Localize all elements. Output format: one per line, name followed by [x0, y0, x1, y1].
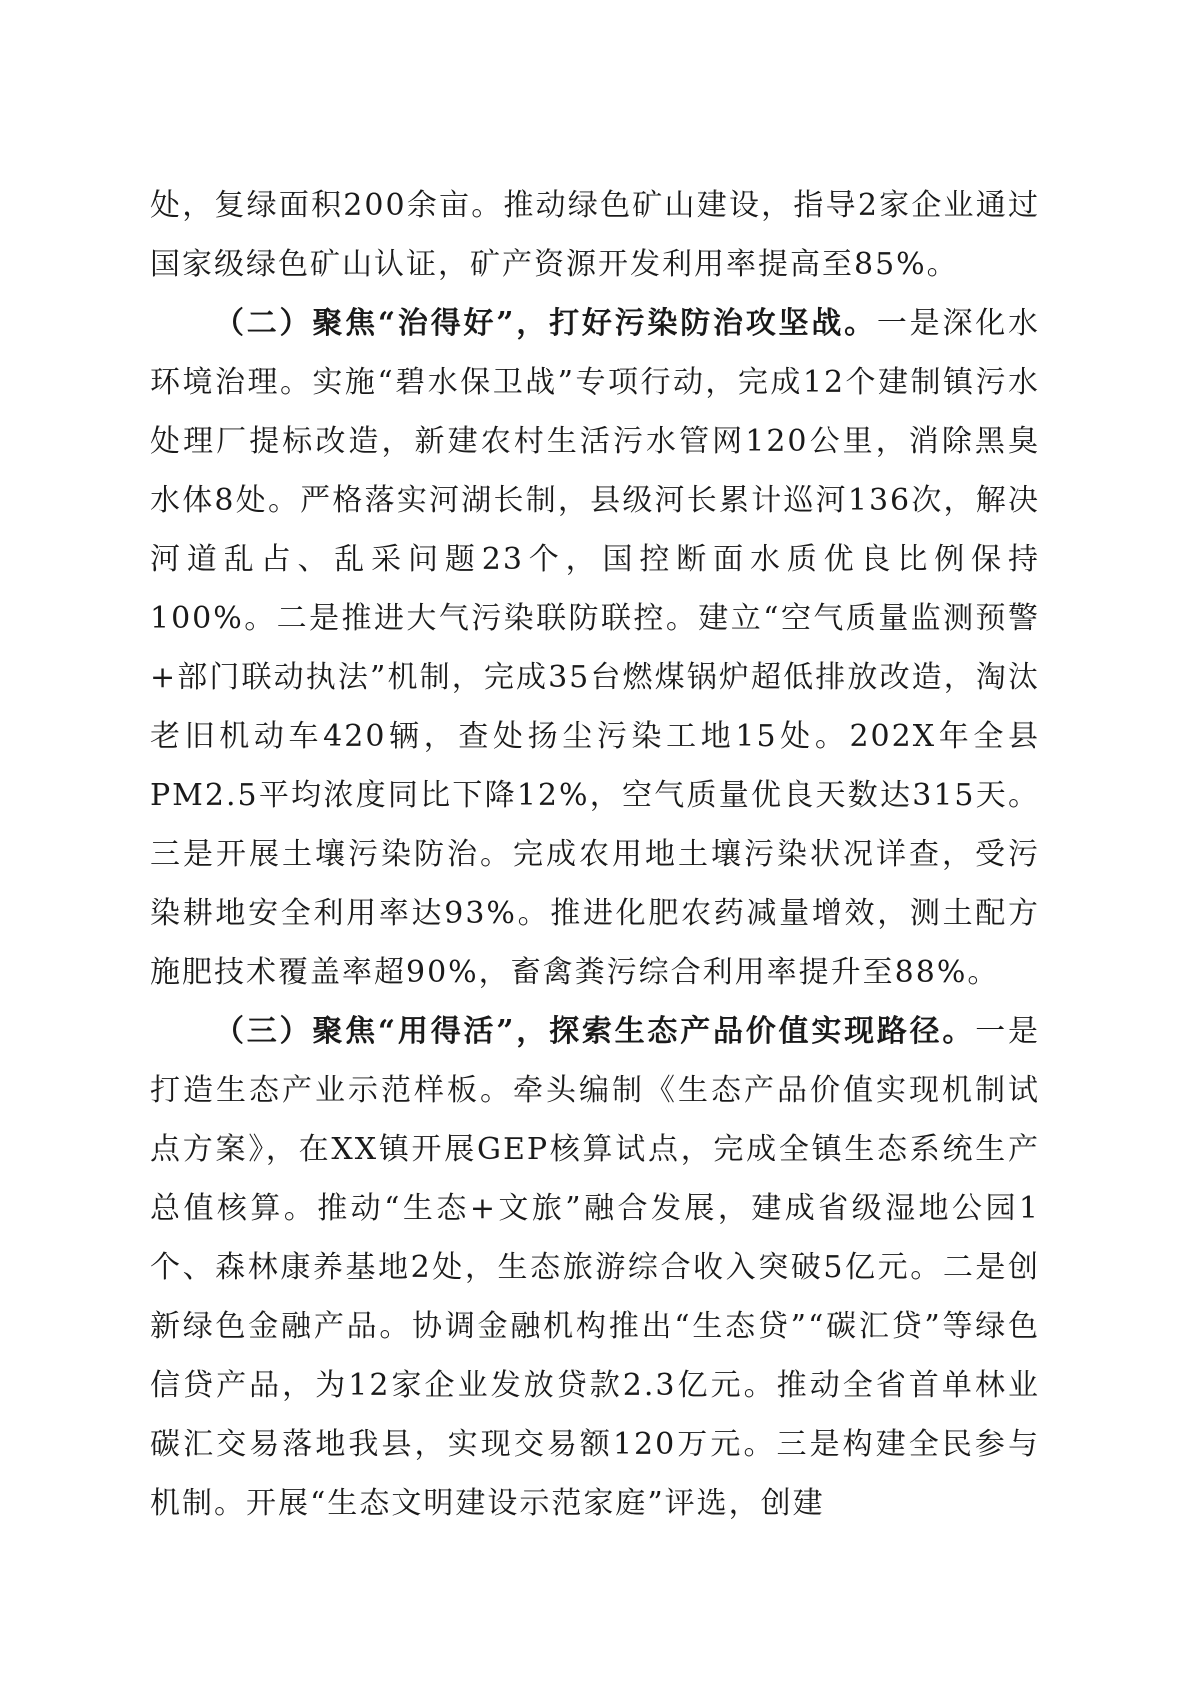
document-body	[150, 176, 1040, 1533]
paragraph-section-3	[150, 1002, 1040, 1533]
section-heading: （二）聚焦“治得好”，打好污染防治攻坚战。	[214, 306, 877, 341]
paragraph-text: 一是深化水环境治理。实施“碧水保卫战”专项行动，完成12个建制镇污水处理厂提标改造，新建农村生活污水管网120公里，消除黑臭水体8处。严格落实河湖长制，县级河长累计巡河136次，解决河道乱占、乱采问题23个，国控断面水质优良比例保持100%。二是推进大气污染联防联控。建立“空气质量监测预警+部门联动执法”机制，完成35台燃煤锅炉超低排放改造，淘汰老旧机动车420辆，查处扬尘污染工地15处。202X年全县PM2.5平均浓度同比下降12%，空气质量优良天数达315天。三是开展土壤污染防治。完成农用地土壤污染状况详查，受污染耕地安全利用率达93%。推进化肥农药减量增效，测土配方施肥技术覆盖率超90%，畜禽粪污综合利用率提升至88%。	[150, 306, 1041, 990]
section-heading: （三）聚焦“用得活”，探索生态产品价值实现路径。	[214, 1014, 976, 1049]
paragraph-section-2	[150, 294, 1040, 1002]
paragraph-text: 处，复绿面积200余亩。推动绿色矿山建设，指导2家企业通过国家级绿色矿山认证，矿产资源开发利用率提高至85%。	[150, 188, 1040, 282]
paragraph-continuation	[150, 176, 1040, 294]
paragraph-text: 一是打造生态产业示范样板。牵头编制《生态产品价值实现机制试点方案》，在XX镇开展GEP核算试点，完成全镇生态系统生产总值核算。推动“生态+文旅”融合发展，建成省级湿地公园1个、森林康养基地2处，生态旅游综合收入突破5亿元。二是创新绿色金融产品。协调金融机构推出“生态贷”“碳汇贷”等绿色信贷产品，为12家企业发放贷款2.3亿元。推动全省首单林业碳汇交易落地我县，实现交易额120万元。三是构建全民参与机制。开展“生态文明建设示范家庭”评选，创建	[150, 1014, 1040, 1521]
